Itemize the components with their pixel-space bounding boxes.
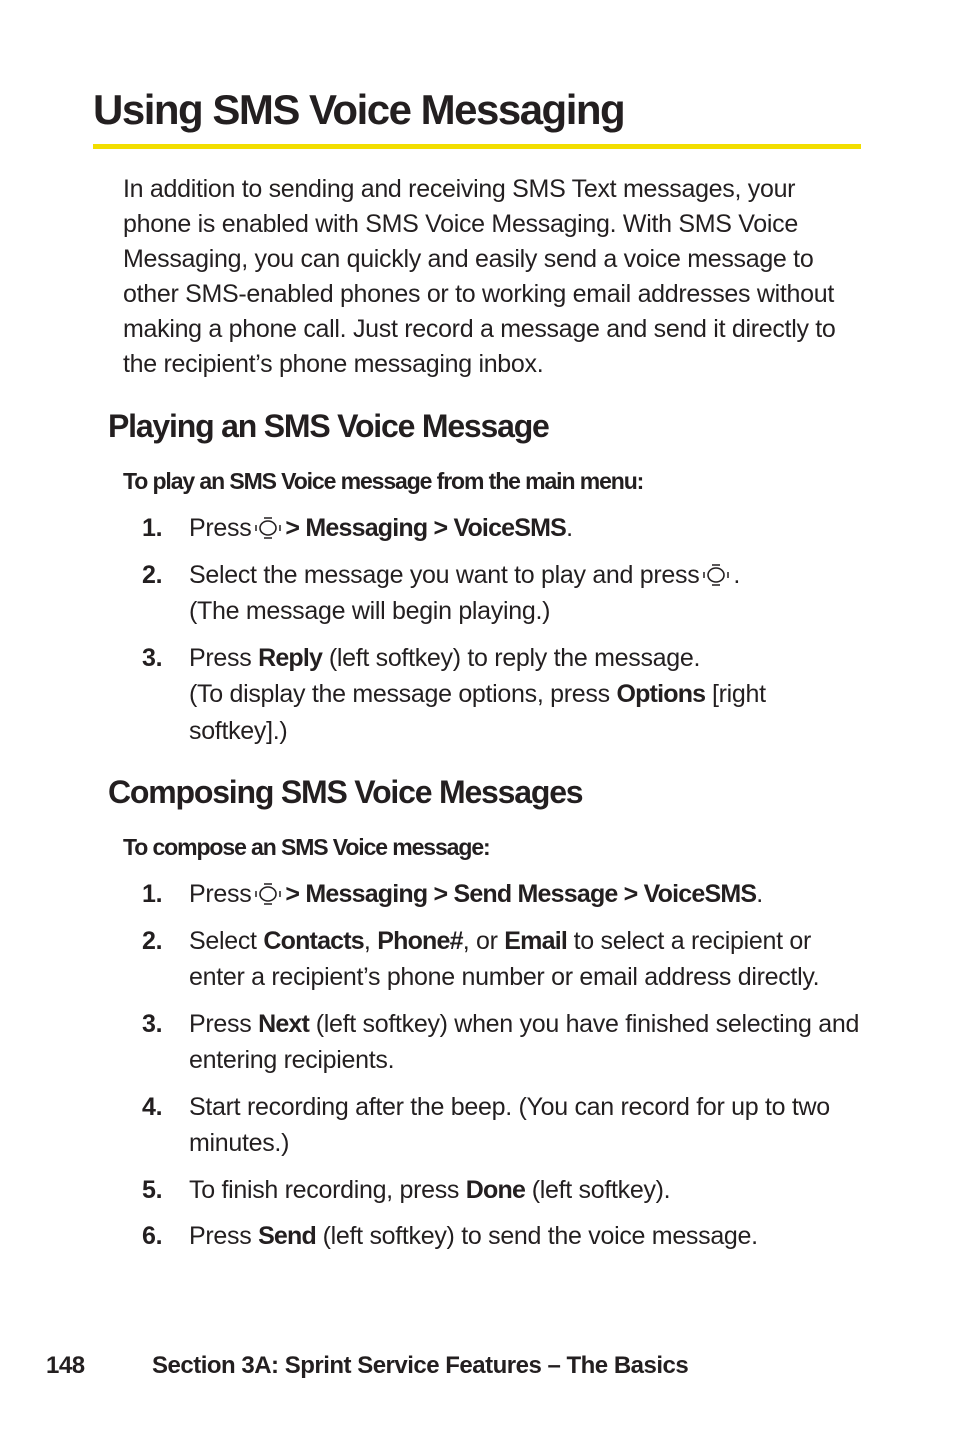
page-number: 148 xyxy=(46,1352,85,1379)
navigation-key-icon xyxy=(253,882,283,906)
title-underline xyxy=(93,144,861,149)
list-item: 3. Press Next (left softkey) when you have finished selecting and entering recipients. xyxy=(142,1009,860,1074)
lead-playing: To play an SMS Voice message from the main menu: xyxy=(123,468,644,494)
heading-composing: Composing SMS Voice Messages xyxy=(108,774,583,810)
steps-composing xyxy=(140,876,860,1265)
list-item: 2. Select the message you want to play and press . (The message will begin playing.) xyxy=(142,560,741,625)
list-item: 4. Start recording after the beep. (You can record for up to two minutes.) xyxy=(142,1092,830,1157)
navigation-key-icon xyxy=(701,563,731,587)
navigation-key-icon xyxy=(253,516,283,540)
list-item: 6. Press Send (left softkey) to send the voice message. xyxy=(142,1222,758,1250)
list-item: 1. Press > Messaging > VoiceSMS. xyxy=(142,514,573,542)
list-item: 3. Press Reply (left softkey) to reply the message. (To display the message options, press Options [right softkey].) xyxy=(142,643,766,745)
list-item: 2. Select Contacts, Phone#, or Email to select a recipient or enter a recipient’s phone number or email address directly. xyxy=(142,926,820,991)
intro-paragraph: In addition to sending and receiving SMS Text messages, your phone is enabled with SMS Voice Messaging. With SMS Voice Messaging, you can quickly and easily send a voice message to other SMS-enabled phones or to working email addresses without making a phone call. Just record a message and send it directly to the recipient’s phone messaging inbox. xyxy=(123,175,836,378)
page-title: Using SMS Voice Messaging xyxy=(93,86,625,133)
steps-playing xyxy=(140,510,860,759)
list-item: 5. To finish recording, press Done (left softkey). xyxy=(142,1175,671,1204)
section-footer: Section 3A: Sprint Service Features – The Basics xyxy=(152,1352,689,1379)
heading-playing: Playing an SMS Voice Message xyxy=(108,408,549,444)
list-item: 1. Press > Messaging > Send Message > VoiceSMS. xyxy=(142,880,763,908)
lead-composing: To compose an SMS Voice message: xyxy=(123,834,490,860)
